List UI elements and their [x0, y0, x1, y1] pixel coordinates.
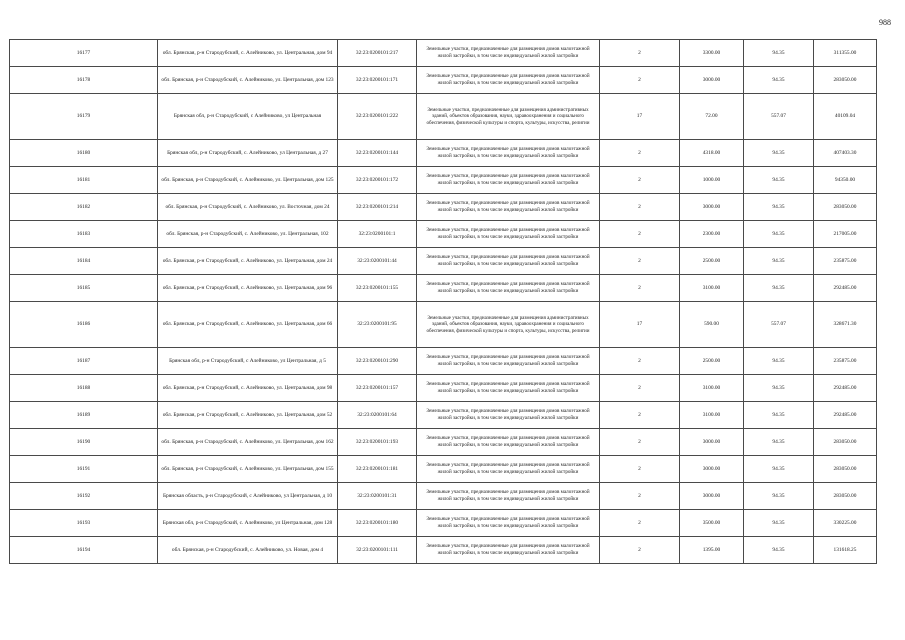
land-use-cell: Земельные участки, предназначенные для размещения домов малоэтажной жилой застройки, в том числе индивидуальной жилой застройки	[417, 537, 600, 564]
table-row	[10, 140, 877, 167]
address-cell: обл. Брянская, р-н Стародубский, с. Алейниково, ул. Центральная, дом 98	[158, 375, 338, 402]
address-cell: Брянская обл, р-н Стародубский, с. Алейниково, ул Центральная, дом 128	[158, 510, 338, 537]
cadastral-number-cell: 32:23:0200101:171	[338, 67, 417, 94]
cadastral-value-cell: 94350.00	[814, 167, 877, 194]
cadastral-value-cell: 292485.00	[814, 375, 877, 402]
group-code-cell: 2	[600, 140, 680, 167]
cadastral-value-cell: 235875.00	[814, 348, 877, 375]
land-use-cell: Земельные участки, предназначенные для размещения домов малоэтажной жилой застройки, в том числе индивидуальной жилой застройки	[417, 140, 600, 167]
area-cell: 1000.00	[680, 167, 744, 194]
cadastral-number-cell: 32:23:0200101:155	[338, 275, 417, 302]
specific-value-cell: 94.35	[744, 140, 814, 167]
area-cell: 3000.00	[680, 194, 744, 221]
address-cell: обл. Брянская, р-н Стародубский, с. Алейниково, ул. Центральная, дом 96	[158, 275, 338, 302]
group-code-cell: 2	[600, 221, 680, 248]
specific-value-cell: 557.07	[744, 94, 814, 140]
cadastral-number-cell: 32:23:0200101:144	[338, 140, 417, 167]
land-use-cell: Земельные участки, предназначенные для размещения домов малоэтажной жилой застройки, в том числе индивидуальной жилой застройки	[417, 483, 600, 510]
page-number: 988	[879, 18, 891, 27]
specific-value-cell: 94.35	[744, 537, 814, 564]
address-cell: обл. Брянская, р-н Стародубский, с. Алейниково, ул. Центральная, дом 24	[158, 248, 338, 275]
group-code-cell: 2	[600, 275, 680, 302]
area-cell: 3500.00	[680, 510, 744, 537]
cadastral-value-cell: 283050.00	[814, 194, 877, 221]
cadastral-number-cell: 32:23:0200101:172	[338, 167, 417, 194]
specific-value-cell: 94.35	[744, 67, 814, 94]
address-cell: обл. Брянская, р-н Стародубский, с. Алейниково, ул. Центральная, дом 123	[158, 67, 338, 94]
cadastral-number-cell: 32:23:0200101:111	[338, 537, 417, 564]
address-cell: обл. Брянская, р-н Стародубский, с. Алейниково, ул. Центральная, дом 66	[158, 302, 338, 348]
row-number: 16180	[10, 140, 158, 167]
cadastral-value-cell: 131618.25	[814, 537, 877, 564]
cadastral-value-cell: 283050.00	[814, 456, 877, 483]
specific-value-cell: 94.35	[744, 167, 814, 194]
area-cell: 72.00	[680, 94, 744, 140]
group-code-cell: 2	[600, 510, 680, 537]
group-code-cell: 2	[600, 248, 680, 275]
land-use-cell: Земельные участки, предназначенные для размещения административных зданий, объектов образования, науки, здравоохранения и социального обеспечения, физической культуры и спорта, культуры, искусства, религии	[417, 302, 600, 348]
table-body	[10, 40, 877, 564]
row-number: 16190	[10, 429, 158, 456]
specific-value-cell: 94.35	[744, 510, 814, 537]
cadastral-value-cell: 311355.00	[814, 40, 877, 67]
land-use-cell: Земельные участки, предназначенные для размещения домов малоэтажной жилой застройки, в том числе индивидуальной жилой застройки	[417, 221, 600, 248]
row-number: 16194	[10, 537, 158, 564]
group-code-cell: 2	[600, 537, 680, 564]
specific-value-cell: 94.35	[744, 375, 814, 402]
table-row	[10, 302, 877, 348]
table-row	[10, 94, 877, 140]
table-row	[10, 537, 877, 564]
cadastral-value-cell: 292485.00	[814, 402, 877, 429]
group-code-cell: 2	[600, 429, 680, 456]
land-use-cell: Земельные участки, предназначенные для размещения домов малоэтажной жилой застройки, в том числе индивидуальной жилой застройки	[417, 40, 600, 67]
group-code-cell: 2	[600, 483, 680, 510]
cadastral-value-cell: 40109.04	[814, 94, 877, 140]
area-cell: 2500.00	[680, 348, 744, 375]
cadastral-number-cell: 32:23:0200101:222	[338, 94, 417, 140]
address-cell: Брянская область, р-н Стародубский, с Алейниково, ул Центральная, д 10	[158, 483, 338, 510]
row-number: 16182	[10, 194, 158, 221]
cadastral-value-cell: 330225.00	[814, 510, 877, 537]
table-row	[10, 194, 877, 221]
row-number: 16192	[10, 483, 158, 510]
specific-value-cell: 94.35	[744, 248, 814, 275]
row-number: 16185	[10, 275, 158, 302]
group-code-cell: 2	[600, 67, 680, 94]
row-number: 16179	[10, 94, 158, 140]
cadastral-value-table	[9, 39, 877, 564]
table-row	[10, 483, 877, 510]
row-number: 16184	[10, 248, 158, 275]
area-cell: 3300.00	[680, 40, 744, 67]
row-number: 16178	[10, 67, 158, 94]
land-use-cell: Земельные участки, предназначенные для размещения домов малоэтажной жилой застройки, в том числе индивидуальной жилой застройки	[417, 167, 600, 194]
cadastral-value-cell: 283050.00	[814, 67, 877, 94]
cadastral-value-cell: 407403.30	[814, 140, 877, 167]
specific-value-cell: 94.35	[744, 456, 814, 483]
cadastral-number-cell: 32:23:0200101:290	[338, 348, 417, 375]
row-number: 16193	[10, 510, 158, 537]
group-code-cell: 2	[600, 402, 680, 429]
table-row	[10, 429, 877, 456]
row-number: 16177	[10, 40, 158, 67]
group-code-cell: 2	[600, 375, 680, 402]
cadastral-number-cell: 32:23:0200101:31	[338, 483, 417, 510]
table-row	[10, 402, 877, 429]
row-number: 16186	[10, 302, 158, 348]
area-cell: 3000.00	[680, 67, 744, 94]
table-row	[10, 456, 877, 483]
cadastral-number-cell: 32:23:0200101:95	[338, 302, 417, 348]
land-use-cell: Земельные участки, предназначенные для размещения домов малоэтажной жилой застройки, в том числе индивидуальной жилой застройки	[417, 375, 600, 402]
specific-value-cell: 94.35	[744, 429, 814, 456]
area-cell: 3100.00	[680, 275, 744, 302]
table-row	[10, 221, 877, 248]
table-row	[10, 248, 877, 275]
area-cell: 3000.00	[680, 483, 744, 510]
address-cell: обл. Брянская, р-н Стародубский, с. Алейниково, ул. Новая, дом 4	[158, 537, 338, 564]
specific-value-cell: 94.35	[744, 194, 814, 221]
group-code-cell: 2	[600, 167, 680, 194]
area-cell: 2300.00	[680, 221, 744, 248]
cadastral-number-cell: 32:23:0200101:1	[338, 221, 417, 248]
area-cell: 590.00	[680, 302, 744, 348]
row-number: 16181	[10, 167, 158, 194]
land-use-cell: Земельные участки, предназначенные для размещения домов малоэтажной жилой застройки, в том числе индивидуальной жилой застройки	[417, 67, 600, 94]
cadastral-number-cell: 32:23:0200101:157	[338, 375, 417, 402]
table-row	[10, 67, 877, 94]
cadastral-number-cell: 32:23:0200101:181	[338, 456, 417, 483]
area-cell: 4318.00	[680, 140, 744, 167]
address-cell: обл. Брянская, р-н Стародубский, с. Алейниково, ул. Центральная, дом 162	[158, 429, 338, 456]
address-cell: обл. Брянская, р-н Стародубский, с. Алейниково, ул. Центральная, дом 125	[158, 167, 338, 194]
address-cell: обл. Брянская, р-н Стародубский, с. Алейниково, ул. Центральная, дом 94	[158, 40, 338, 67]
land-use-cell: Земельные участки, предназначенные для размещения домов малоэтажной жилой застройки, в том числе индивидуальной жилой застройки	[417, 348, 600, 375]
address-cell: обл. Брянская, р-н Стародубский, с. Алейниково, ул. Центральная, 102	[158, 221, 338, 248]
address-cell: Брянская обл, р-н Стародубский, с Алейниково, ул Центральная	[158, 94, 338, 140]
area-cell: 3000.00	[680, 456, 744, 483]
land-use-cell: Земельные участки, предназначенные для размещения административных зданий, объектов образования, науки, здравоохранения и социального обеспечения, физической культуры и спорта, культуры, искусства, религии	[417, 94, 600, 140]
specific-value-cell: 94.35	[744, 221, 814, 248]
land-use-cell: Земельные участки, предназначенные для размещения домов малоэтажной жилой застройки, в том числе индивидуальной жилой застройки	[417, 275, 600, 302]
table-row	[10, 348, 877, 375]
address-cell: обл. Брянская, р-н Стародубский, с. Алейниково, ул. Восточная, дом 24	[158, 194, 338, 221]
land-use-cell: Земельные участки, предназначенные для размещения домов малоэтажной жилой застройки, в том числе индивидуальной жилой застройки	[417, 510, 600, 537]
group-code-cell: 17	[600, 302, 680, 348]
table-row	[10, 275, 877, 302]
area-cell: 3100.00	[680, 375, 744, 402]
group-code-cell: 2	[600, 40, 680, 67]
cadastral-number-cell: 32:23:0200101:44	[338, 248, 417, 275]
address-cell: обл. Брянская, р-н Стародубский, с. Алейниково, ул. Центральная, дом 155	[158, 456, 338, 483]
specific-value-cell: 94.35	[744, 275, 814, 302]
area-cell: 3000.00	[680, 429, 744, 456]
land-use-cell: Земельные участки, предназначенные для размещения домов малоэтажной жилой застройки, в том числе индивидуальной жилой застройки	[417, 194, 600, 221]
group-code-cell: 2	[600, 456, 680, 483]
specific-value-cell: 557.07	[744, 302, 814, 348]
cadastral-number-cell: 32:23:0200101:214	[338, 194, 417, 221]
cadastral-value-cell: 292485.00	[814, 275, 877, 302]
table-row	[10, 375, 877, 402]
table-row	[10, 40, 877, 67]
area-cell: 2500.00	[680, 248, 744, 275]
address-cell: Брянская обл, р-н Стародубский, с Алейниково, ул Центральная, д 5	[158, 348, 338, 375]
land-use-cell: Земельные участки, предназначенные для размещения домов малоэтажной жилой застройки, в том числе индивидуальной жилой застройки	[417, 429, 600, 456]
group-code-cell: 2	[600, 348, 680, 375]
specific-value-cell: 94.35	[744, 40, 814, 67]
land-use-cell: Земельные участки, предназначенные для размещения домов малоэтажной жилой застройки, в том числе индивидуальной жилой застройки	[417, 402, 600, 429]
land-use-cell: Земельные участки, предназначенные для размещения домов малоэтажной жилой застройки, в том числе индивидуальной жилой застройки	[417, 456, 600, 483]
row-number: 16187	[10, 348, 158, 375]
cadastral-value-cell: 235875.00	[814, 248, 877, 275]
cadastral-number-cell: 32:23:0200101:64	[338, 402, 417, 429]
row-number: 16189	[10, 402, 158, 429]
table-row	[10, 167, 877, 194]
specific-value-cell: 94.35	[744, 348, 814, 375]
cadastral-number-cell: 32:23:0200101:180	[338, 510, 417, 537]
cadastral-number-cell: 32:23:0200101:217	[338, 40, 417, 67]
cadastral-number-cell: 32:23:0200101:193	[338, 429, 417, 456]
cadastral-value-cell: 217005.00	[814, 221, 877, 248]
land-use-cell: Земельные участки, предназначенные для размещения домов малоэтажной жилой застройки, в том числе индивидуальной жилой застройки	[417, 248, 600, 275]
row-number: 16191	[10, 456, 158, 483]
cadastral-value-cell: 328671.30	[814, 302, 877, 348]
address-cell: Брянская обл, р-н Стародубский, с. Алейниково, ул Центральная, д 27	[158, 140, 338, 167]
area-cell: 3100.00	[680, 402, 744, 429]
area-cell: 1395.00	[680, 537, 744, 564]
specific-value-cell: 94.35	[744, 402, 814, 429]
cadastral-value-cell: 283050.00	[814, 429, 877, 456]
row-number: 16188	[10, 375, 158, 402]
cadastral-value-cell: 283050.00	[814, 483, 877, 510]
address-cell: обл. Брянская, р-н Стародубский, с. Алейниково, ул. Центральная, дом 52	[158, 402, 338, 429]
group-code-cell: 17	[600, 94, 680, 140]
row-number: 16183	[10, 221, 158, 248]
specific-value-cell: 94.35	[744, 483, 814, 510]
group-code-cell: 2	[600, 194, 680, 221]
table-row	[10, 510, 877, 537]
